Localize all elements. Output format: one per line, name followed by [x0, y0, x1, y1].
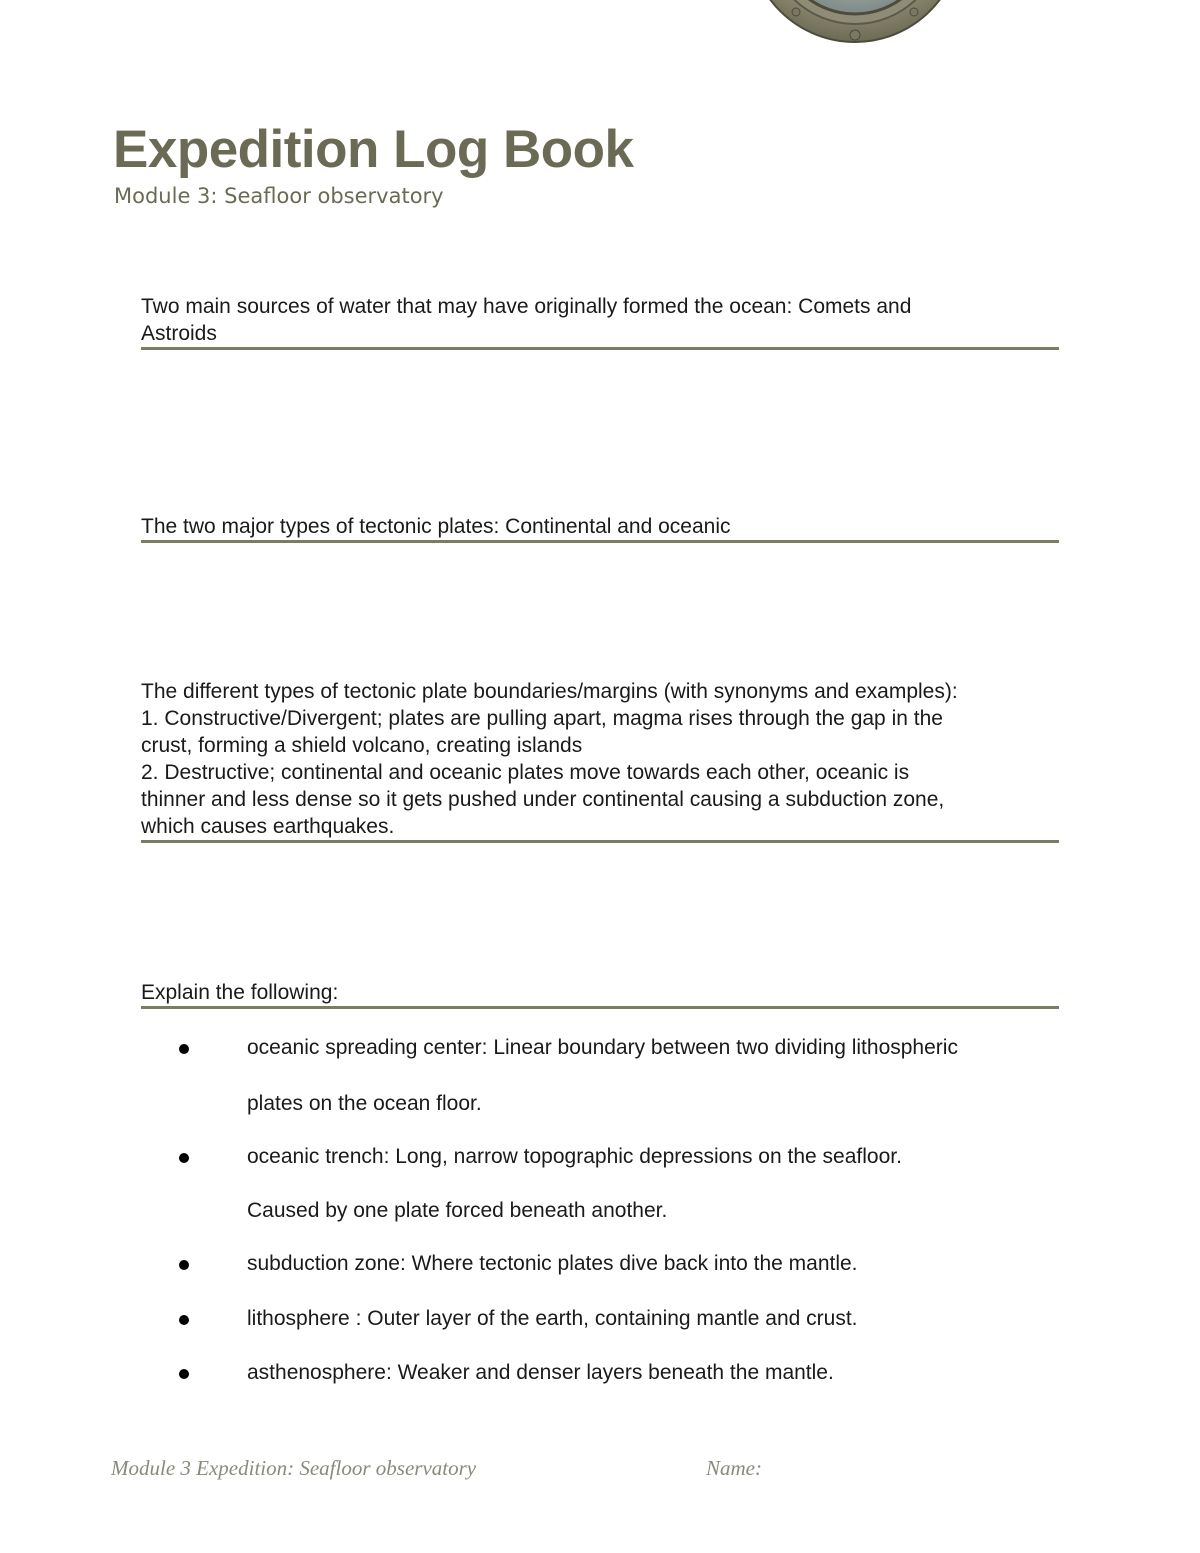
list-item-text: Caused by one plate forced beneath another.	[247, 1199, 668, 1222]
answer-line: Astroids	[141, 322, 217, 345]
answer-line: Explain the following:	[141, 981, 339, 1004]
bullet-icon	[179, 1315, 189, 1325]
explain-heading	[141, 979, 1059, 1009]
page-title: Expedition Log Book	[113, 120, 634, 179]
answer-line: crust, forming a shield volcano, creating islands	[141, 734, 583, 757]
page-subtitle: Module 3: Seafloor observatory	[114, 184, 444, 208]
porthole-icon	[748, 0, 963, 46]
answer-line: which causes earthquakes.	[141, 815, 395, 838]
answer-line: Two main sources of water that may have originally formed the ocean: Comets and	[141, 295, 912, 318]
answer-line: 1. Constructive/Divergent; plates are pulling apart, magma rises through the gap in the	[141, 707, 943, 730]
bullet-icon	[179, 1153, 189, 1163]
bullet-icon	[179, 1369, 189, 1379]
bullet-icon	[179, 1044, 189, 1054]
list-item-text: oceanic spreading center: Linear boundary between two dividing lithospheric	[247, 1036, 958, 1059]
footer-module-title: Module 3 Expedition: Seafloor observatory	[111, 1456, 477, 1480]
answer-line: The different types of tectonic plate boundaries/margins (with synonyms and examples):	[141, 680, 958, 703]
answer-line: 2. Destructive; continental and oceanic plates move towards each other, oceanic is	[141, 761, 910, 784]
list-item-text: lithosphere : Outer layer of the earth, containing mantle and crust.	[247, 1307, 858, 1330]
list-item-text: oceanic trench: Long, narrow topographic depressions on the seafloor.	[247, 1145, 902, 1168]
bullet-icon	[179, 1260, 189, 1270]
list-item-text: plates on the ocean floor.	[247, 1092, 482, 1115]
answer-line: thinner and less dense so it gets pushed under continental causing a subduction zone,	[141, 788, 945, 811]
list-item-text: asthenosphere: Weaker and denser layers beneath the mantle.	[247, 1361, 834, 1384]
plate-boundaries-answer	[141, 678, 1059, 843]
answer-line: The two major types of tectonic plates: Continental and oceanic	[141, 515, 731, 538]
water-sources-answer	[141, 293, 1059, 350]
footer-name-label: Name:	[706, 1456, 762, 1480]
list-item-text: subduction zone: Where tectonic plates dive back into the mantle.	[247, 1252, 858, 1275]
plate-types-answer	[141, 513, 1059, 543]
